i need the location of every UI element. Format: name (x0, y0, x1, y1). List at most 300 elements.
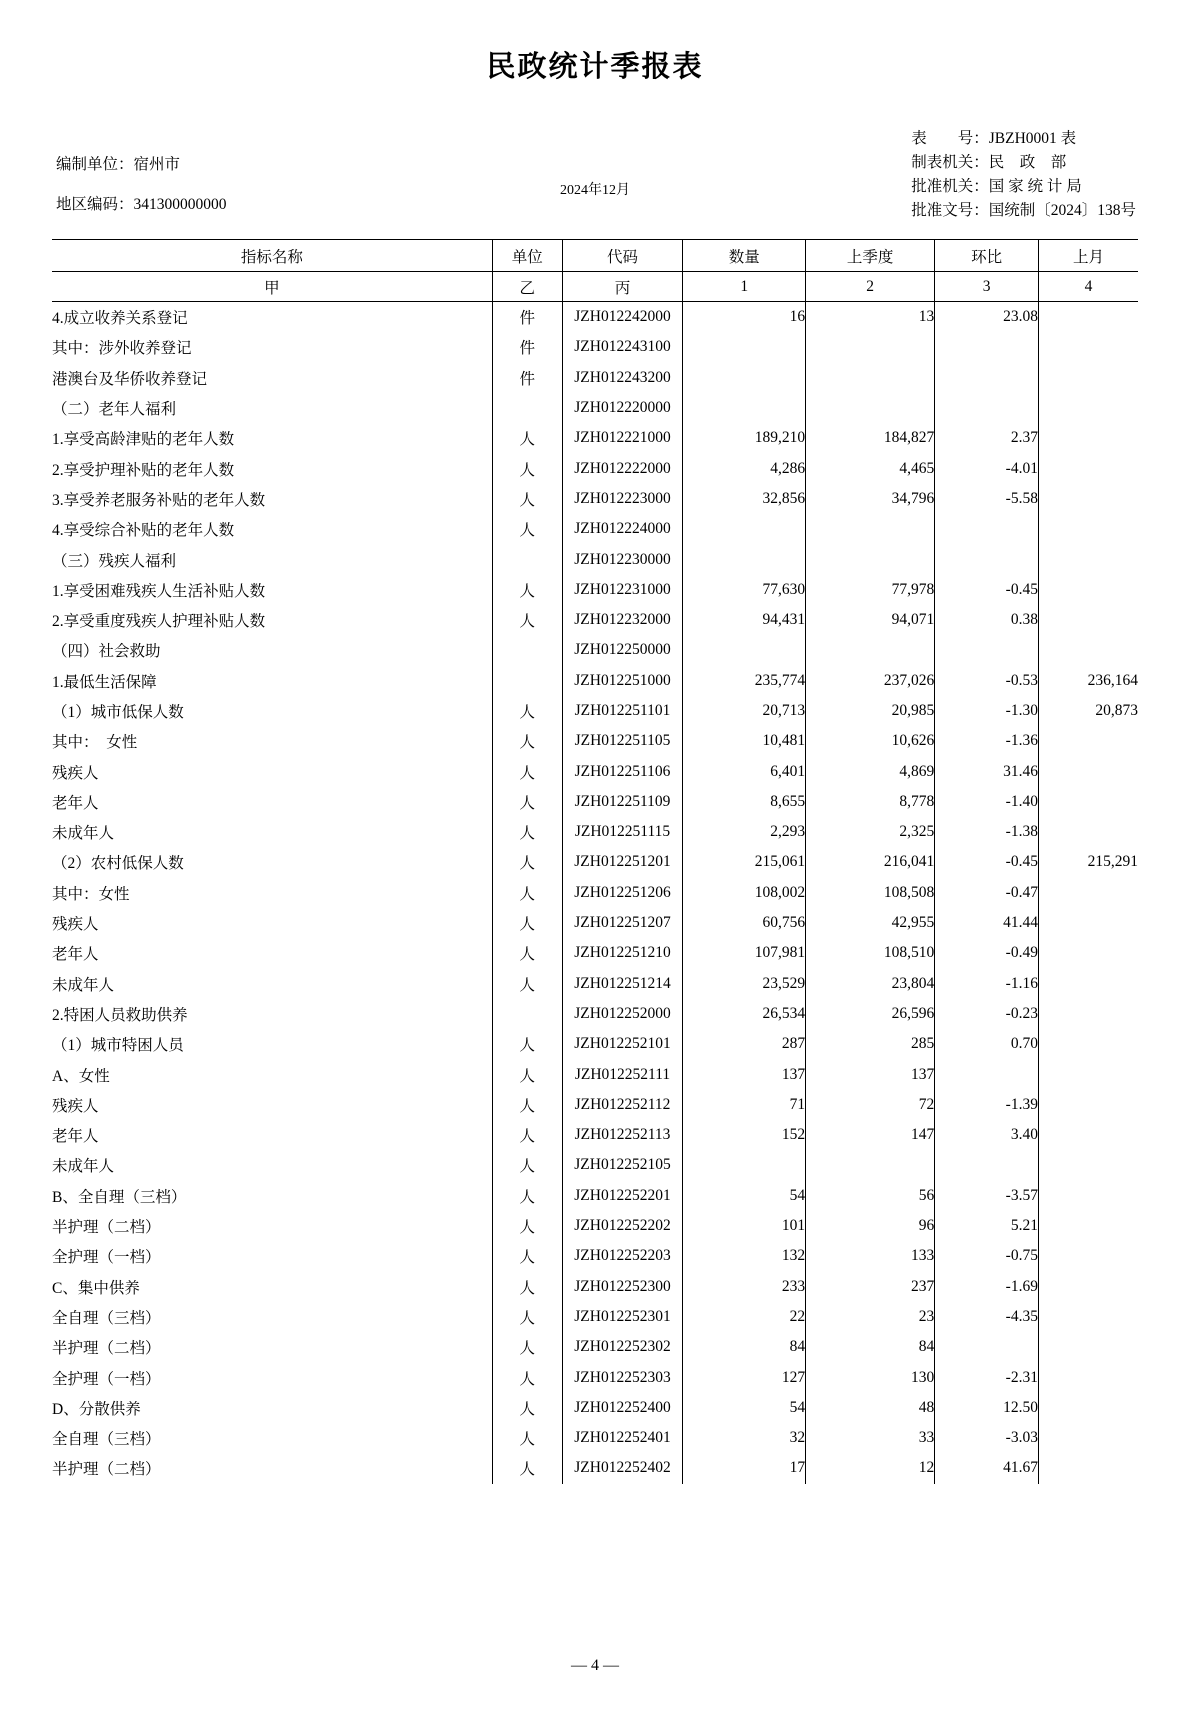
row-prev-quarter (806, 393, 935, 423)
row-quantity: 101 (683, 1211, 806, 1241)
row-prev-quarter: 84 (806, 1332, 935, 1362)
col-header-chain: 环比 (935, 240, 1039, 272)
row-prev-quarter: 94,071 (806, 605, 935, 635)
row-quantity: 10,481 (683, 726, 806, 756)
table-row (52, 938, 1138, 968)
table-row (52, 1302, 1138, 1332)
row-indicator-name: 老年人 (52, 946, 99, 964)
row-indicator-name: 2.享受重度残疾人护理补贴人数 (52, 613, 266, 631)
row-code: JZH012252202 (562, 1211, 683, 1241)
subcol-qty: 1 (683, 272, 806, 302)
table-row (52, 1120, 1138, 1150)
row-chain-ratio (935, 332, 1039, 362)
row-unit (492, 666, 562, 696)
row-prev-month (1038, 575, 1138, 605)
row-prev-month (1038, 1362, 1138, 1392)
row-chain-ratio (935, 635, 1039, 665)
row-chain-ratio: 5.21 (935, 1211, 1039, 1241)
row-prev-month (1038, 938, 1138, 968)
row-prev-month (1038, 1059, 1138, 1089)
row-unit: 人 (492, 969, 562, 999)
row-chain-ratio (935, 1059, 1039, 1089)
row-code: JZH012252303 (562, 1362, 683, 1392)
row-prev-month (1038, 1453, 1138, 1483)
row-prev-month (1038, 453, 1138, 483)
row-code: JZH012251214 (562, 969, 683, 999)
row-prev-quarter: 237 (806, 1272, 935, 1302)
row-indicator-name: 2.享受护理补贴的老年人数 (52, 461, 235, 479)
row-indicator-name: C、集中供养 (52, 1279, 140, 1297)
table-row (52, 999, 1138, 1029)
row-chain-ratio: -0.23 (935, 999, 1039, 1029)
table-row (52, 847, 1138, 877)
row-prev-month (1038, 605, 1138, 635)
approval-agency-line (911, 175, 1136, 199)
row-code: JZH012251201 (562, 847, 683, 877)
report-page (0, 44, 1190, 1727)
row-code: JZH012224000 (562, 514, 683, 544)
row-indicator-name: 3.享受养老服务补贴的老年人数 (52, 491, 266, 509)
table-row (52, 1241, 1138, 1271)
row-indicator-name: （1）城市低保人数 (52, 704, 184, 721)
row-indicator-name: （1）城市特困人员 (52, 1037, 184, 1055)
row-chain-ratio: -0.49 (935, 938, 1039, 968)
row-quantity: 32,856 (683, 484, 806, 514)
row-code: JZH012252400 (562, 1393, 683, 1423)
col-header-qty: 数量 (683, 240, 806, 272)
subcol-name: 甲 (52, 272, 492, 302)
table-row (52, 756, 1138, 786)
row-prev-month (1038, 1332, 1138, 1362)
row-prev-month: 236,164 (1038, 666, 1138, 696)
row-chain-ratio (935, 544, 1039, 574)
row-indicator-name: 其中：涉外收养登记 (52, 340, 192, 358)
row-chain-ratio: 3.40 (935, 1120, 1039, 1150)
row-indicator-name: 半护理（二档） (52, 1219, 161, 1237)
row-code: JZH012252301 (562, 1302, 683, 1332)
row-prev-quarter: 10,626 (806, 726, 935, 756)
row-chain-ratio: 41.44 (935, 908, 1039, 938)
row-code: JZH012231000 (562, 575, 683, 605)
row-unit: 人 (492, 1090, 562, 1120)
row-prev-quarter: 23 (806, 1302, 935, 1332)
row-chain-ratio (935, 393, 1039, 423)
row-chain-ratio (935, 1150, 1039, 1180)
table-body (52, 302, 1138, 1484)
row-chain-ratio: -3.57 (935, 1181, 1039, 1211)
row-prev-quarter (806, 544, 935, 574)
row-code: JZH012252101 (562, 1029, 683, 1059)
row-unit: 人 (492, 484, 562, 514)
row-unit: 件 (492, 332, 562, 362)
row-unit: 人 (492, 756, 562, 786)
row-unit: 人 (492, 1059, 562, 1089)
row-quantity: 84 (683, 1332, 806, 1362)
approval-number-line (911, 199, 1136, 223)
table-subheader-row (52, 272, 1138, 302)
row-chain-ratio: -0.45 (935, 575, 1039, 605)
row-indicator-name: （三）残疾人福利 (52, 552, 177, 570)
row-chain-ratio: -1.39 (935, 1090, 1039, 1120)
row-code: JZH012230000 (562, 544, 683, 574)
row-unit: 人 (492, 1362, 562, 1392)
table-row (52, 787, 1138, 817)
row-code: JZH012251207 (562, 908, 683, 938)
table-row (52, 969, 1138, 999)
row-chain-ratio: -0.47 (935, 878, 1039, 908)
row-prev-quarter: 216,041 (806, 847, 935, 877)
row-code: JZH012243100 (562, 332, 683, 362)
row-chain-ratio: -5.58 (935, 484, 1039, 514)
row-prev-quarter: 34,796 (806, 484, 935, 514)
row-prev-quarter: 184,827 (806, 423, 935, 453)
row-quantity (683, 332, 806, 362)
col-header-prev-month: 上月 (1038, 240, 1138, 272)
row-chain-ratio: -2.31 (935, 1362, 1039, 1392)
row-indicator-name: 半护理（二档） (52, 1461, 161, 1479)
row-indicator-name: 4.享受综合补贴的老年人数 (52, 522, 235, 540)
row-prev-quarter: 77,978 (806, 575, 935, 605)
table-header-row (52, 240, 1138, 272)
row-unit: 人 (492, 1029, 562, 1059)
row-prev-quarter: 2,325 (806, 817, 935, 847)
row-prev-month (1038, 756, 1138, 786)
row-prev-month (1038, 363, 1138, 393)
row-code: JZH012252000 (562, 999, 683, 1029)
row-prev-month: 215,291 (1038, 847, 1138, 877)
row-chain-ratio (935, 1332, 1039, 1362)
row-prev-month (1038, 1393, 1138, 1423)
subcol-code: 丙 (562, 272, 683, 302)
row-prev-quarter: 8,778 (806, 787, 935, 817)
row-code: JZH012252112 (562, 1090, 683, 1120)
row-chain-ratio: 23.08 (935, 302, 1039, 333)
subcol-unit: 乙 (492, 272, 562, 302)
row-quantity (683, 544, 806, 574)
row-prev-month (1038, 817, 1138, 847)
row-chain-ratio: -4.01 (935, 453, 1039, 483)
table-row (52, 1423, 1138, 1453)
subcol-chain: 3 (935, 272, 1039, 302)
table-row (52, 544, 1138, 574)
page-number: — 4 — (571, 1657, 619, 1674)
row-unit: 人 (492, 938, 562, 968)
row-code: JZH012222000 (562, 453, 683, 483)
row-prev-quarter: 23,804 (806, 969, 935, 999)
row-prev-month (1038, 969, 1138, 999)
row-prev-quarter: 72 (806, 1090, 935, 1120)
table-row (52, 1150, 1138, 1180)
row-prev-quarter: 237,026 (806, 666, 935, 696)
table-row (52, 1393, 1138, 1423)
row-chain-ratio: -0.45 (935, 847, 1039, 877)
row-prev-month (1038, 1181, 1138, 1211)
row-code: JZH012251101 (562, 696, 683, 726)
table-row (52, 817, 1138, 847)
row-code: JZH012252401 (562, 1423, 683, 1453)
row-prev-month (1038, 908, 1138, 938)
row-unit: 人 (492, 423, 562, 453)
row-indicator-name: A、女性 (52, 1067, 110, 1085)
row-unit: 人 (492, 1272, 562, 1302)
row-chain-ratio: -1.16 (935, 969, 1039, 999)
row-indicator-name: 未成年人 (52, 976, 115, 994)
row-indicator-name: （二）老年人福利 (52, 401, 177, 419)
row-prev-month (1038, 332, 1138, 362)
row-quantity: 54 (683, 1393, 806, 1423)
col-header-name: 指标名称 (52, 240, 492, 272)
row-chain-ratio: 0.70 (935, 1029, 1039, 1059)
compiling-unit-value: 宿州市 (133, 156, 181, 173)
row-code: JZH012251000 (562, 666, 683, 696)
row-indicator-name: 4.成立收养关系登记 (52, 310, 188, 328)
col-header-prev-quarter: 上季度 (806, 240, 935, 272)
row-indicator-name: 全自理（三档） (52, 1431, 161, 1449)
row-unit (492, 999, 562, 1029)
row-code: JZH012242000 (562, 302, 683, 333)
row-chain-ratio (935, 514, 1039, 544)
region-code-value: 341300000000 (133, 196, 227, 213)
table-row (52, 1272, 1138, 1302)
row-quantity: 108,002 (683, 878, 806, 908)
row-indicator-name: （2）农村低保人数 (52, 855, 184, 873)
issuing-agency-line (911, 151, 1136, 175)
row-quantity: 4,286 (683, 453, 806, 483)
row-prev-quarter: 20,985 (806, 696, 935, 726)
form-number-label: 表 号： (911, 130, 989, 147)
row-quantity: 215,061 (683, 847, 806, 877)
row-unit: 人 (492, 787, 562, 817)
row-code: JZH012252300 (562, 1272, 683, 1302)
row-indicator-name: 残疾人 (52, 916, 99, 934)
row-code: JZH012223000 (562, 484, 683, 514)
row-prev-month (1038, 302, 1138, 333)
row-prev-quarter (806, 635, 935, 665)
row-prev-quarter: 96 (806, 1211, 935, 1241)
row-chain-ratio: -3.03 (935, 1423, 1039, 1453)
row-code: JZH012232000 (562, 605, 683, 635)
row-unit: 人 (492, 1302, 562, 1332)
row-prev-month (1038, 544, 1138, 574)
row-unit (492, 393, 562, 423)
statistics-table (52, 239, 1138, 1484)
row-quantity: 137 (683, 1059, 806, 1089)
row-quantity: 22 (683, 1302, 806, 1332)
row-indicator-name: 未成年人 (52, 825, 115, 843)
row-chain-ratio: -0.53 (935, 666, 1039, 696)
row-quantity: 20,713 (683, 696, 806, 726)
row-unit: 人 (492, 817, 562, 847)
row-quantity: 54 (683, 1181, 806, 1211)
approval-number-label: 批准文号： (911, 202, 989, 219)
table-row (52, 878, 1138, 908)
row-prev-month (1038, 1150, 1138, 1180)
row-prev-month (1038, 1241, 1138, 1271)
row-prev-month (1038, 1423, 1138, 1453)
table-row (52, 393, 1138, 423)
row-quantity: 23,529 (683, 969, 806, 999)
approval-agency-label: 批准机关： (911, 178, 989, 195)
meta-right-block (911, 127, 1136, 223)
row-prev-quarter (806, 1150, 935, 1180)
row-unit: 人 (492, 575, 562, 605)
table-row (52, 423, 1138, 453)
row-indicator-name: 2.特困人员救助供养 (52, 1006, 188, 1024)
row-indicator-name: 1.享受困难残疾人生活补贴人数 (52, 582, 266, 600)
row-quantity (683, 1150, 806, 1180)
row-chain-ratio: -1.30 (935, 696, 1039, 726)
subcol-prev-quarter: 2 (806, 272, 935, 302)
table-row (52, 696, 1138, 726)
row-quantity: 16 (683, 302, 806, 333)
row-prev-month (1038, 514, 1138, 544)
row-unit: 人 (492, 1150, 562, 1180)
row-unit: 人 (492, 1211, 562, 1241)
row-unit (492, 635, 562, 665)
row-code: JZH012252113 (562, 1120, 683, 1150)
table-row (52, 514, 1138, 544)
row-quantity: 8,655 (683, 787, 806, 817)
row-code: JZH012252302 (562, 1332, 683, 1362)
row-quantity (683, 393, 806, 423)
row-prev-quarter: 26,596 (806, 999, 935, 1029)
row-code: JZH012243200 (562, 363, 683, 393)
row-code: JZH012251105 (562, 726, 683, 756)
row-unit: 人 (492, 1393, 562, 1423)
form-number-value: JBZH0001 表 (988, 130, 1077, 147)
row-prev-month (1038, 423, 1138, 453)
row-prev-quarter: 48 (806, 1393, 935, 1423)
table-row (52, 363, 1138, 393)
row-prev-month (1038, 726, 1138, 756)
table-row (52, 726, 1138, 756)
row-code: JZH012220000 (562, 393, 683, 423)
row-prev-month (1038, 1302, 1138, 1332)
row-unit: 人 (492, 847, 562, 877)
report-period: 2024年12月 (560, 183, 630, 198)
table-row (52, 302, 1138, 333)
row-code: JZH012252203 (562, 1241, 683, 1271)
row-unit: 人 (492, 1423, 562, 1453)
row-unit: 人 (492, 726, 562, 756)
row-quantity: 26,534 (683, 999, 806, 1029)
subcol-prev-month: 4 (1038, 272, 1138, 302)
row-prev-quarter: 4,869 (806, 756, 935, 786)
row-quantity: 77,630 (683, 575, 806, 605)
row-quantity: 32 (683, 1423, 806, 1453)
row-quantity: 287 (683, 1029, 806, 1059)
row-chain-ratio: 0.38 (935, 605, 1039, 635)
row-prev-quarter: 4,465 (806, 453, 935, 483)
row-quantity: 152 (683, 1120, 806, 1150)
table-row (52, 1211, 1138, 1241)
approval-number-value: 国统制〔2024〕138号 (988, 202, 1136, 219)
row-quantity: 233 (683, 1272, 806, 1302)
row-code: JZH012251106 (562, 756, 683, 786)
row-code: JZH012252402 (562, 1453, 683, 1483)
row-indicator-name: 港澳台及华侨收养登记 (52, 370, 208, 388)
row-unit: 人 (492, 453, 562, 483)
row-prev-quarter: 108,510 (806, 938, 935, 968)
row-chain-ratio: -1.40 (935, 787, 1039, 817)
row-prev-quarter: 12 (806, 1453, 935, 1483)
issuing-agency-value: 民 政 部 (988, 154, 1067, 171)
row-unit: 人 (492, 908, 562, 938)
table-row (52, 908, 1138, 938)
row-unit: 人 (492, 1120, 562, 1150)
issuing-agency-label: 制表机关： (911, 154, 989, 171)
row-prev-quarter: 285 (806, 1029, 935, 1059)
row-indicator-name: D、分散供养 (52, 1400, 141, 1418)
row-indicator-name: 残疾人 (52, 764, 99, 782)
row-prev-month (1038, 1029, 1138, 1059)
row-unit: 人 (492, 1332, 562, 1362)
row-quantity: 17 (683, 1453, 806, 1483)
region-code-label: 地区编码： (56, 196, 134, 213)
row-indicator-name: 半护理（二档） (52, 1340, 161, 1358)
page-title: 民政统计季报表 (486, 51, 704, 83)
table-row (52, 575, 1138, 605)
row-unit: 人 (492, 878, 562, 908)
row-indicator-name: 1.享受高龄津贴的老年人数 (52, 431, 235, 449)
row-prev-quarter (806, 332, 935, 362)
row-indicator-name: 老年人 (52, 1128, 99, 1146)
row-code: JZH012252105 (562, 1150, 683, 1180)
row-chain-ratio: -1.69 (935, 1272, 1039, 1302)
table-row (52, 1332, 1138, 1362)
row-unit: 人 (492, 514, 562, 544)
row-chain-ratio: -4.35 (935, 1302, 1039, 1332)
row-unit: 人 (492, 696, 562, 726)
row-chain-ratio (935, 363, 1039, 393)
row-prev-month (1038, 878, 1138, 908)
row-indicator-name: 1.最低生活保障 (52, 673, 157, 691)
row-unit: 件 (492, 302, 562, 333)
form-number-line (911, 127, 1136, 151)
row-code: JZH012221000 (562, 423, 683, 453)
row-quantity: 2,293 (683, 817, 806, 847)
row-prev-quarter (806, 514, 935, 544)
row-unit: 人 (492, 1453, 562, 1483)
approval-agency-value: 国 家 统 计 局 (988, 178, 1082, 195)
row-chain-ratio: -1.38 (935, 817, 1039, 847)
table-row (52, 453, 1138, 483)
row-prev-quarter: 56 (806, 1181, 935, 1211)
row-prev-month (1038, 635, 1138, 665)
row-indicator-name: 全护理（一档） (52, 1370, 161, 1388)
row-prev-month: 20,873 (1038, 696, 1138, 726)
row-quantity: 94,431 (683, 605, 806, 635)
row-quantity: 71 (683, 1090, 806, 1120)
table-row (52, 666, 1138, 696)
col-header-code: 代码 (562, 240, 683, 272)
row-prev-month (1038, 999, 1138, 1029)
row-code: JZH012250000 (562, 635, 683, 665)
row-prev-month (1038, 1272, 1138, 1302)
row-indicator-name: 老年人 (52, 794, 99, 812)
row-code: JZH012252201 (562, 1181, 683, 1211)
row-quantity: 235,774 (683, 666, 806, 696)
row-quantity (683, 635, 806, 665)
row-code: JZH012251206 (562, 878, 683, 908)
row-unit: 件 (492, 363, 562, 393)
row-prev-quarter: 33 (806, 1423, 935, 1453)
row-prev-quarter: 133 (806, 1241, 935, 1271)
row-prev-quarter: 137 (806, 1059, 935, 1089)
row-indicator-name: （四）社会救助 (52, 643, 161, 661)
row-indicator-name: 其中： 女性 (52, 734, 138, 752)
table-row (52, 635, 1138, 665)
